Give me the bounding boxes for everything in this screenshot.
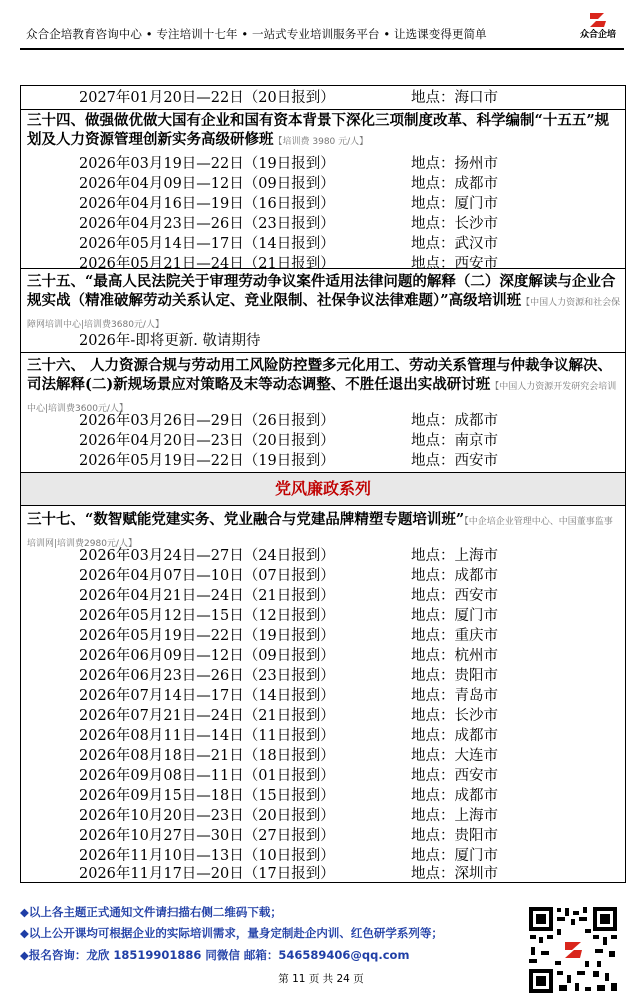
schedule-date: 2026年03月26日—29日（26日报到） — [79, 413, 335, 429]
schedule-date: 2026年05月12日—15日（12日报到） — [79, 608, 335, 624]
schedule-location: 地点：厦门市 — [411, 608, 498, 624]
schedule-row — [21, 706, 625, 726]
schedule-row — [21, 666, 625, 686]
schedule-row — [21, 194, 625, 214]
schedule-date: 2026年06月09日—12日（09日报到） — [79, 648, 335, 664]
schedule-row — [21, 806, 625, 826]
schedule-row — [21, 626, 625, 646]
schedule-date: 2026年07月14日—17日（14日报到） — [79, 688, 335, 704]
logo-text: 众合企培 — [579, 30, 616, 40]
schedule-date: 2026年04月16日—19日（16日报到） — [79, 196, 335, 212]
schedule-date: 2026年03月24日—27日（24日报到） — [79, 548, 335, 564]
schedule-row — [21, 646, 625, 666]
schedule-location: 地点：大连市 — [411, 748, 498, 764]
schedule-row — [21, 234, 625, 254]
course-block-37 — [21, 505, 625, 884]
course-note: 【中企培企业管理中心、中国董事监事培训网|培训费2980元/人】 — [27, 517, 613, 549]
schedule-location: 地点：贵阳市 — [411, 668, 498, 684]
schedule-row — [21, 586, 625, 606]
schedule-location: 地点：重庆市 — [411, 628, 498, 644]
schedule-location: 地点：武汉市 — [411, 236, 498, 252]
footer-note-custom: ◆以上公开课均可根据企业的实际培训需求，量身定制赴企内训、红色研学系列等； — [20, 926, 443, 940]
schedule-date: 2026年10月27日—30日（27日报到） — [79, 828, 335, 844]
schedule-row — [21, 451, 625, 471]
schedule-date: 2026年04月07日—10日（07日报到） — [79, 568, 335, 584]
schedule-date: 2026年05月19日—22日（19日报到） — [79, 453, 335, 469]
course-block-36 — [21, 352, 625, 472]
logo-z-icon — [587, 10, 609, 30]
schedule-date: 2026年09月08日—11日（01日报到） — [79, 768, 335, 784]
pending-notice: 2026年-即将更新. 敬请期待 — [79, 333, 261, 349]
page-header — [20, 8, 624, 46]
schedule-row — [21, 846, 625, 866]
schedule-row — [21, 786, 625, 806]
schedule-row — [21, 606, 625, 626]
header-slogan: 众合企培教育咨询中心 • 专注培训十七年 • 一站式专业培训服务平台 • 让选课变得更简单 — [26, 27, 487, 41]
schedule-date: 2026年05月14日—17日（14日报到） — [79, 236, 335, 252]
schedule-row — [21, 431, 625, 451]
schedule-location: 地点：成都市 — [411, 176, 498, 192]
schedule-row — [21, 686, 625, 706]
schedule-row — [21, 746, 625, 766]
schedule-location: 地点：杭州市 — [411, 648, 498, 664]
company-logo — [578, 10, 618, 46]
schedule-date: 2026年11月17日—20日（17日报到） — [79, 866, 335, 882]
schedule-location: 地点：成都市 — [411, 568, 498, 584]
schedule-location: 地点：西安市 — [411, 768, 498, 784]
schedule-location: 地点：扬州市 — [411, 156, 498, 172]
course-note: 【中国人力资源开发研究会培训中心|培训费3600元/人】 — [27, 382, 617, 414]
schedule-row — [21, 546, 625, 566]
course-note: 【中国人力资源和社会保障网培训中心|培训费3680元/人】 — [27, 298, 621, 330]
schedule-location: 地点：深圳市 — [411, 866, 498, 882]
course-title-text: 三十六、 人力资源合规与劳动用工风险防控暨多元化用工、劳动关系管理与仲裁争议解决、司法解释(二)新规场景应对策略及末等动态调整、不胜任退出实战研讨班 — [27, 357, 613, 393]
section-header: 党风廉政系列 — [21, 472, 625, 505]
schedule-row — [21, 88, 625, 108]
schedule-location: 地点：长沙市 — [411, 216, 498, 232]
schedule-location: 地点：厦门市 — [411, 848, 498, 864]
course-title — [27, 356, 621, 419]
schedule-location: 地点：西安市 — [411, 453, 498, 469]
course-title-text: 三十四、做强做优做大国有企业和国有资本背景下深化三项制度改革、科学编制“十五五”规划及人力资源管理创新实务高级研修班 — [27, 112, 610, 148]
schedule-date: 2027年01月20日—22日（20日报到） — [79, 90, 335, 106]
schedule-row — [21, 411, 625, 431]
schedule-date: 2026年08月11日—14日（11日报到） — [79, 728, 335, 744]
schedule-date: 2026年05月21日—24日（21日报到） — [79, 256, 335, 272]
page-number: 第 11 页 共 24 页 — [278, 973, 364, 985]
schedule-location: 地点：海口市 — [411, 90, 498, 106]
schedule-date: 2026年08月18日—21日（18日报到） — [79, 748, 335, 764]
schedule-row — [21, 826, 625, 846]
course-title — [27, 272, 621, 335]
schedule-location: 地点：南京市 — [411, 433, 498, 449]
course-title — [27, 111, 621, 152]
schedule-location: 地点：长沙市 — [411, 708, 498, 724]
schedule-location: 地点：成都市 — [411, 413, 498, 429]
footer-note-download: ◆以上各主题正式通知文件请扫描右侧二维码下载； — [20, 905, 282, 919]
schedule-date: 2026年11月10日—13日（10日报到） — [79, 848, 335, 864]
schedule-location: 地点：西安市 — [411, 256, 498, 272]
schedule-row — [21, 766, 625, 786]
schedule-date: 2026年09月15日—18日（15日报到） — [79, 788, 335, 804]
schedule-date: 2026年04月09日—12日（09日报到） — [79, 176, 335, 192]
schedule-location: 地点：成都市 — [411, 788, 498, 804]
course-title-text: 三十五、“最高人民法院关于审理劳动争议案件适用法律问题的解释（二）深度解读与企业合规实战（精准破解劳动关系认定、竞业限制、社保争议法律难题）”高级培训班 — [27, 273, 616, 309]
schedule-date: 2026年04月21日—24日（21日报到） — [79, 588, 335, 604]
schedule-row — [21, 726, 625, 746]
schedule-date: 2026年10月20日—23日（20日报到） — [79, 808, 335, 824]
schedule-row — [21, 214, 625, 234]
schedule-row — [21, 174, 625, 194]
schedule-location: 地点：上海市 — [411, 548, 498, 564]
schedule-date: 2026年07月21日—24日（21日报到） — [79, 708, 335, 724]
course-block-34 — [21, 109, 625, 286]
schedule-location: 地点：贵阳市 — [411, 828, 498, 844]
schedule-location: 地点：厦门市 — [411, 196, 498, 212]
schedule-date: 2026年05月19日—22日（19日报到） — [79, 628, 335, 644]
course-note: 【培训费 3980 元/人】 — [273, 137, 369, 147]
schedule-row — [21, 566, 625, 586]
header-divider — [20, 48, 624, 50]
schedule-location: 地点：成都市 — [411, 728, 498, 744]
course-table — [20, 85, 626, 883]
footer-contact: ◆报名咨询：龙欣 18519901886 同微信 邮箱：546589406@qq.com — [20, 948, 410, 962]
schedule-row — [21, 154, 625, 174]
schedule-date: 2026年03月19日—22日（19日报到） — [79, 156, 335, 172]
schedule-location: 地点：西安市 — [411, 588, 498, 604]
schedule-row — [21, 864, 625, 884]
schedule-location: 地点：上海市 — [411, 808, 498, 824]
schedule-date: 2026年04月23日—26日（23日报到） — [79, 216, 335, 232]
schedule-date: 2026年04月20日—23日（20日报到） — [79, 433, 335, 449]
schedule-location: 地点：青岛市 — [411, 688, 498, 704]
course-block-35 — [21, 268, 625, 350]
schedule-date: 2026年06月23日—26日（23日报到） — [79, 668, 335, 684]
course-title-text: 三十七、“数智赋能党建实务、党业融合与党建品牌精塑专题培训班” — [27, 511, 465, 528]
